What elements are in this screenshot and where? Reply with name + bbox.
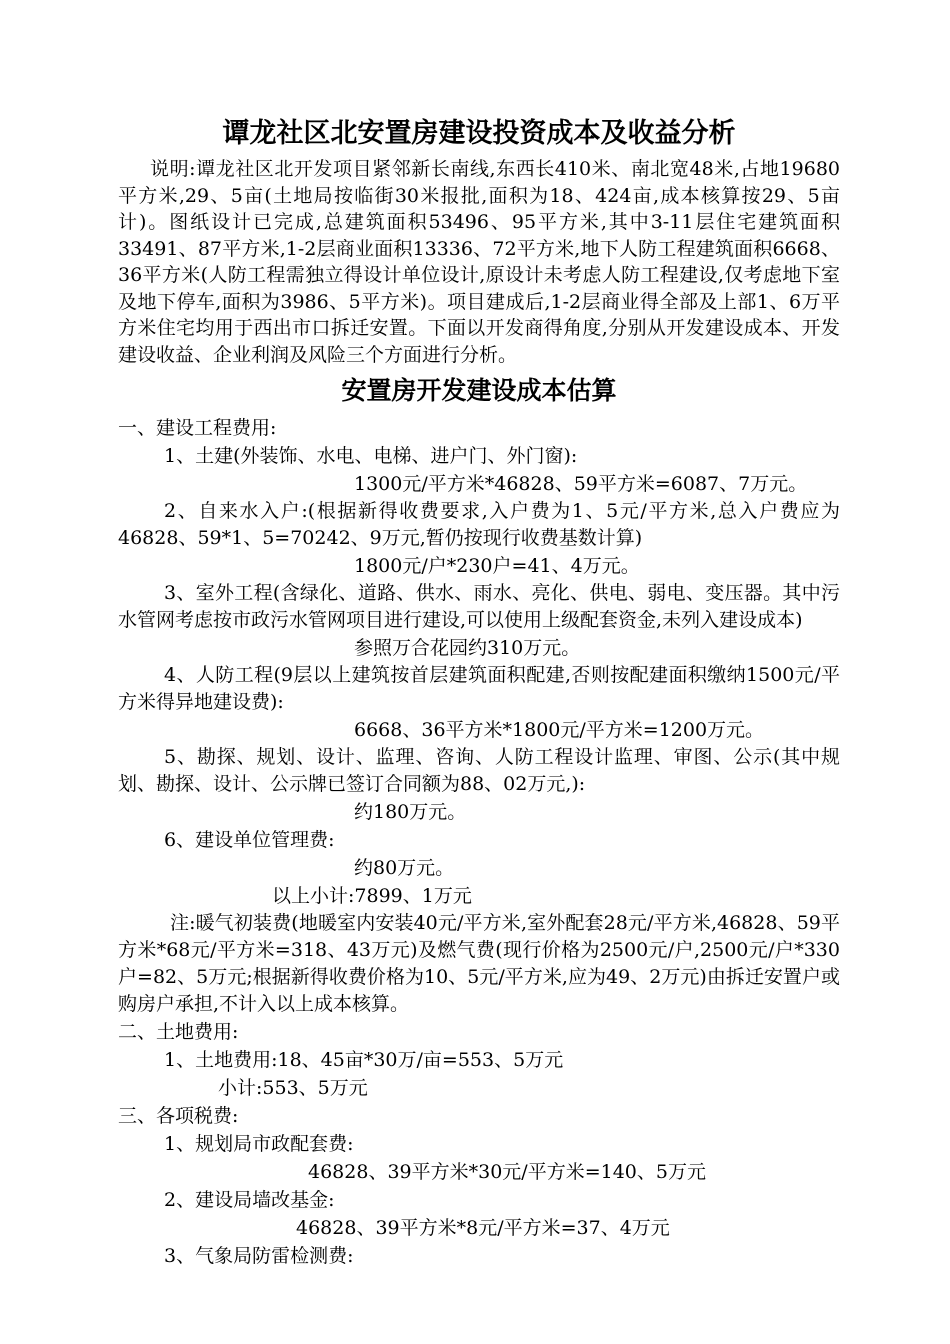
item-1-3: 3、室外工程(含绿化、道路、供水、雨水、亮化、供电、弱电、变压器。其中污水管网考虑按市政污水管网项目进行建设,可以使用上级配套资金,未列入建设成本) (118, 582, 840, 631)
item-1-5: 5、勘探、规划、设计、监理、咨询、人防工程设计监理、审图、公示(其中规划、勘探、设计、公示牌已签订合同额为88、02万元,): (118, 746, 840, 795)
section-1-note: 注:暖气初装费(地暖室内安装40元/平方米,室外配套28元/平方米,46828、59平方米*68元/平方米=318、43万元)及燃气费(现行价格为2500元/户,2500元/户*330户=82、5万元;根据新得收费价格为10、5元/平方米,应为49、2万元)由拆迁安置户或购房户承担,不计入以上成本核算。 (118, 912, 840, 1015)
item-3-2-calc: 46828、39平方米*8元/平方米=37、4万元 (296, 1217, 670, 1239)
item-1-4: 4、人防工程(9层以上建筑按首层建筑面积配建,否则按配建面积缴纳1500元/平方米得异地建设费): (118, 664, 840, 713)
item-1-1-calc: 1300元/平方米*46828、59平方米=6087、7万元。 (354, 473, 808, 495)
item-1-6-calc: 约80万元。 (354, 857, 455, 879)
section-2-subtotal: 小计:553、5万元 (218, 1077, 368, 1099)
item-3-1-calc: 46828、39平方米*30元/平方米=140、5万元 (308, 1161, 706, 1183)
item-1-5-calc: 约180万元。 (354, 801, 467, 823)
item-1-2: 2、自来水入户:(根据新得收费要求,入户费为1、5元/平方米,总入户费应为46828、59*1、5=70242、9万元,暂仍按现行收费基数计算) (118, 500, 840, 549)
item-1-4-calc: 6668、36平方米*1800元/平方米=1200万元。 (354, 719, 765, 741)
section-title: 安置房开发建设成本估算 (341, 376, 617, 405)
section-1-heading: 一、建设工程费用: (118, 417, 277, 439)
document-page (118, 112, 840, 1270)
item-3-2: 2、建设局墙改基金: (164, 1189, 335, 1211)
item-1-1: 1、土建(外装饰、水电、电梯、进户门、外门窗): (164, 445, 578, 467)
item-1-2-calc: 1800元/户*230户=41、4万元。 (354, 555, 640, 577)
item-2-1: 1、土地费用:18、45亩*30万/亩=553、5万元 (164, 1049, 564, 1071)
section-1-subtotal: 以上小计:7899、1万元 (272, 885, 472, 907)
item-1-6: 6、建设单位管理费: (164, 829, 335, 851)
item-3-3: 3、气象局防雷检测费: (164, 1245, 354, 1267)
section-3-heading: 三、各项税费: (118, 1105, 239, 1127)
item-3-1: 1、规划局市政配套费: (164, 1133, 354, 1155)
item-1-3-calc: 参照万合花园约310万元。 (354, 637, 581, 659)
document-title: 谭龙社区北安置房建设投资成本及收益分析 (222, 118, 736, 149)
section-2-heading: 二、土地费用: (118, 1021, 239, 1043)
intro-paragraph: 说明:谭龙社区北开发项目紧邻新长南线,东西长410米、南北宽48米,占地19680平方米,29、5亩(土地局按临街30米报批,面积为18、424亩,成本核算按29、5亩计)。图纸设计已完成,总建筑面积53496、95平方米,其中3-11层住宅建筑面积33491、87平方米,1-2层商业面积13336、72平方米,地下人防工程建筑面积6668、36平方米(人防工程需独立得设计单位设计,原设计未考虑人防工程建设,仅考虑地下室及地下停车,面积为3986、5平方米)。项目建成后,1-2层商业得全部及上部1、6万平方米住宅均用于西出市口拆迁安置。下面以开发商得角度,分别从开发建设成本、开发建设收益、企业利润及风险三个方面进行分析。 (118, 158, 840, 366)
